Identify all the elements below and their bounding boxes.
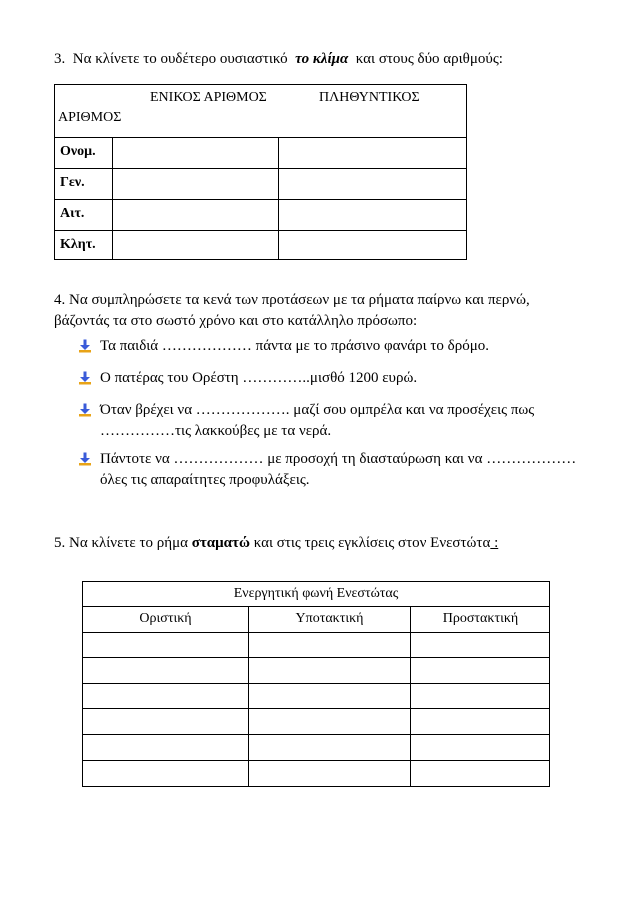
q4-instructions-line1: 4. Να συμπληρώσετε τα κενά των προτάσεων με τα ρήματα παίρνω και περνώ, — [54, 292, 530, 308]
q5-colon: : — [490, 535, 499, 551]
answer-cell[interactable] — [113, 231, 277, 259]
q4-instructions-line2: βάζοντάς τα στο σωστό χρόνο και στο κατάλληλο πρόσωπο: — [54, 313, 418, 329]
q5-verb: σταματώ — [191, 535, 250, 551]
table-divider — [83, 683, 549, 684]
table-divider — [83, 760, 549, 761]
case-label: Κλητ. — [60, 237, 96, 252]
answer-cell[interactable] — [279, 200, 467, 230]
col-header-singular: ΕΝΙΚΟΣ ΑΡΙΘΜΟΣ — [150, 90, 267, 105]
answer-cell[interactable] — [113, 200, 277, 230]
q5-text-before: 5. Να κλίνετε το ρήμα — [54, 535, 188, 551]
conjugation-table-title: Ενεργητική φωνή Ενεστώτας — [233, 586, 399, 601]
q3-noun: το κλίμα — [295, 51, 349, 67]
table-divider — [410, 606, 411, 786]
table-divider — [83, 657, 549, 658]
answer-cell[interactable] — [113, 169, 277, 199]
down-arrow-bullet-icon — [78, 371, 92, 385]
q4-item-3-line1: Όταν βρέχει να ………………. μαζί σου ομπρέλα και να προσέχεις πως — [100, 402, 535, 418]
column-header-prostaktiki: Προστακτική — [442, 611, 519, 626]
table-divider — [83, 632, 549, 633]
q4-item-4-line2: όλες τις απαραίτητες προφυλάξεις. — [100, 472, 310, 488]
q4-item-3-line2: ……………τις λακκούβες με τα νερά. — [100, 423, 332, 439]
down-arrow-bullet-icon — [78, 339, 92, 353]
q5-text-after: και στις τρεις εγκλίσεις στον Ενεστώτα — [253, 535, 491, 551]
column-header-oristiki: Οριστική — [139, 611, 192, 626]
case-label: Γεν. — [60, 175, 85, 190]
down-arrow-bullet-icon — [78, 452, 92, 466]
q3-heading — [54, 51, 503, 68]
answer-cell[interactable] — [279, 138, 467, 168]
q4-item-1: Τα παιδιά ……………… πάντα με το πράσινο φανάρι το δρόμο. — [100, 338, 490, 354]
row-header-number: ΑΡΙΘΜΟΣ — [58, 110, 122, 125]
table-divider — [83, 606, 549, 607]
declension-table — [54, 84, 467, 260]
q3-text-after: και στους δύο αριθμούς: — [355, 51, 503, 67]
col-header-plural: ΠΛΗΘΥΝΤΙΚΟΣ — [319, 90, 420, 105]
q3-text-before: Να κλίνετε το ουδέτερο ουσιαστικό — [72, 51, 288, 67]
conjugation-table — [82, 581, 550, 787]
case-label: Αιτ. — [60, 206, 85, 221]
case-label: Ονομ. — [60, 144, 96, 159]
table-divider — [248, 606, 249, 786]
q3-number: 3. — [54, 51, 66, 67]
down-arrow-bullet-icon — [78, 403, 92, 417]
q4-item-4-line1: Πάντοτε να ……………… με προσοχή τη διασταύρωση και να ……………… — [100, 451, 577, 467]
q4-item-2: Ο πατέρας του Ορέστη …………..μισθό 1200 ευρώ. — [100, 370, 418, 386]
answer-cell[interactable] — [279, 169, 467, 199]
answer-cell[interactable] — [279, 231, 467, 259]
column-header-ypotaktiki: Υποτακτική — [295, 611, 364, 626]
table-divider — [83, 708, 549, 709]
answer-cell[interactable] — [113, 138, 277, 168]
table-divider — [83, 734, 549, 735]
q5-heading — [54, 535, 498, 552]
